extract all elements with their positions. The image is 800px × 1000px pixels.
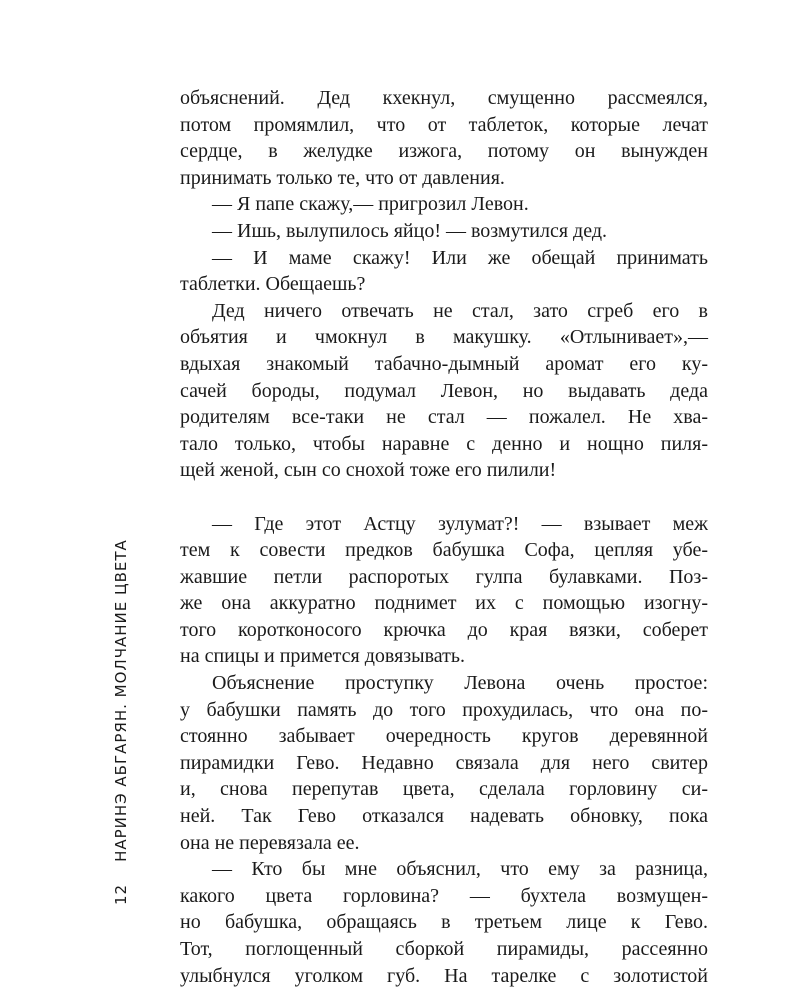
text-line: ней. Так Гево отказался надевать обновку, пока	[180, 805, 708, 828]
dialogue-line: — Я папе скажу,— пригрозил Левон.	[212, 193, 529, 216]
running-header	[112, 539, 130, 905]
body-text	[180, 85, 708, 989]
text-line: вдыхая знакомый табачно-дымный аромат его ку-	[180, 352, 708, 375]
text-line: какого цвета горловина? — бухтела возмущен-	[180, 884, 708, 907]
text-line: Объяснение проступку Левона очень простое:	[212, 672, 708, 695]
text-line: Дед ничего отвечать не стал, зато сгреб его в	[212, 299, 708, 322]
text-line: улыбнулся уголком губ. На тарелке с золотистой	[180, 964, 708, 987]
text-line: на спицы и примется довязывать.	[180, 645, 465, 668]
text-line: но бабушка, обращаясь в третьем лице к Гево.	[180, 911, 708, 934]
dialogue-line: — И маме скажу! Или же обещай принимать	[212, 246, 708, 269]
page-number: 12	[112, 883, 130, 905]
text-line: стоянно забывает очередность кругов деревянной	[180, 725, 708, 748]
dialogue-line: — Где этот Астцу зулумат?! — взывает меж	[212, 512, 708, 535]
text-line: жавшие петли распоротых гулпа булавками. Поз-	[180, 565, 708, 588]
text-line: у бабушки память до того прохудилась, что она по-	[180, 698, 708, 721]
book-title: НАРИНЭ АБГАРЯН. МОЛЧАНИЕ ЦВЕТА	[112, 539, 130, 862]
text-line: родителям все-таки не стал — пожалел. Не хва-	[180, 406, 708, 429]
text-line: объятия и чмокнул в макушку. «Отлынивает»,—	[180, 326, 708, 349]
text-line: того коротконосого крючка до края вязки, соберет	[180, 618, 708, 641]
dialogue-line: — Кто бы мне объяснил, что ему за разница,	[212, 858, 708, 881]
text-line: сердце, в желудке изжога, потому он вынужден	[180, 140, 708, 163]
text-line: щей женой, сын со снохой тоже его пилили!	[180, 459, 557, 482]
text-line: же она аккуратно поднимет их с помощью изогну-	[180, 592, 708, 615]
text-line: потом промямлил, что от таблеток, которые лечат	[180, 113, 708, 136]
text-line: пирамидки Гево. Недавно связала для него свитер	[180, 751, 708, 774]
section-break	[180, 484, 708, 511]
text-line: тем к совести предков бабушка Софа, цепляя убе-	[180, 539, 708, 562]
text-line: Тот, поглощенный сборкой пирамиды, рассеянно	[180, 938, 708, 960]
text-line: принимать только те, что от давления.	[180, 166, 505, 189]
text-line: она не перевязала ее.	[180, 831, 360, 854]
text-line: объяснений. Дед кхекнул, смущенно рассмеялся,	[180, 87, 708, 109]
text-line: таблетки. Обещаешь?	[180, 273, 366, 296]
dialogue-line: — Ишь, вылупилось яйцо! — возмутился дед.	[212, 219, 608, 242]
text-line: тало только, чтобы наравне с денно и нощно пиля-	[180, 432, 708, 455]
text-line: и, снова перепутав цвета, сделала горловину си-	[180, 778, 708, 801]
text-line: сачей бороды, подумал Левон, но выдавать деда	[180, 379, 708, 402]
